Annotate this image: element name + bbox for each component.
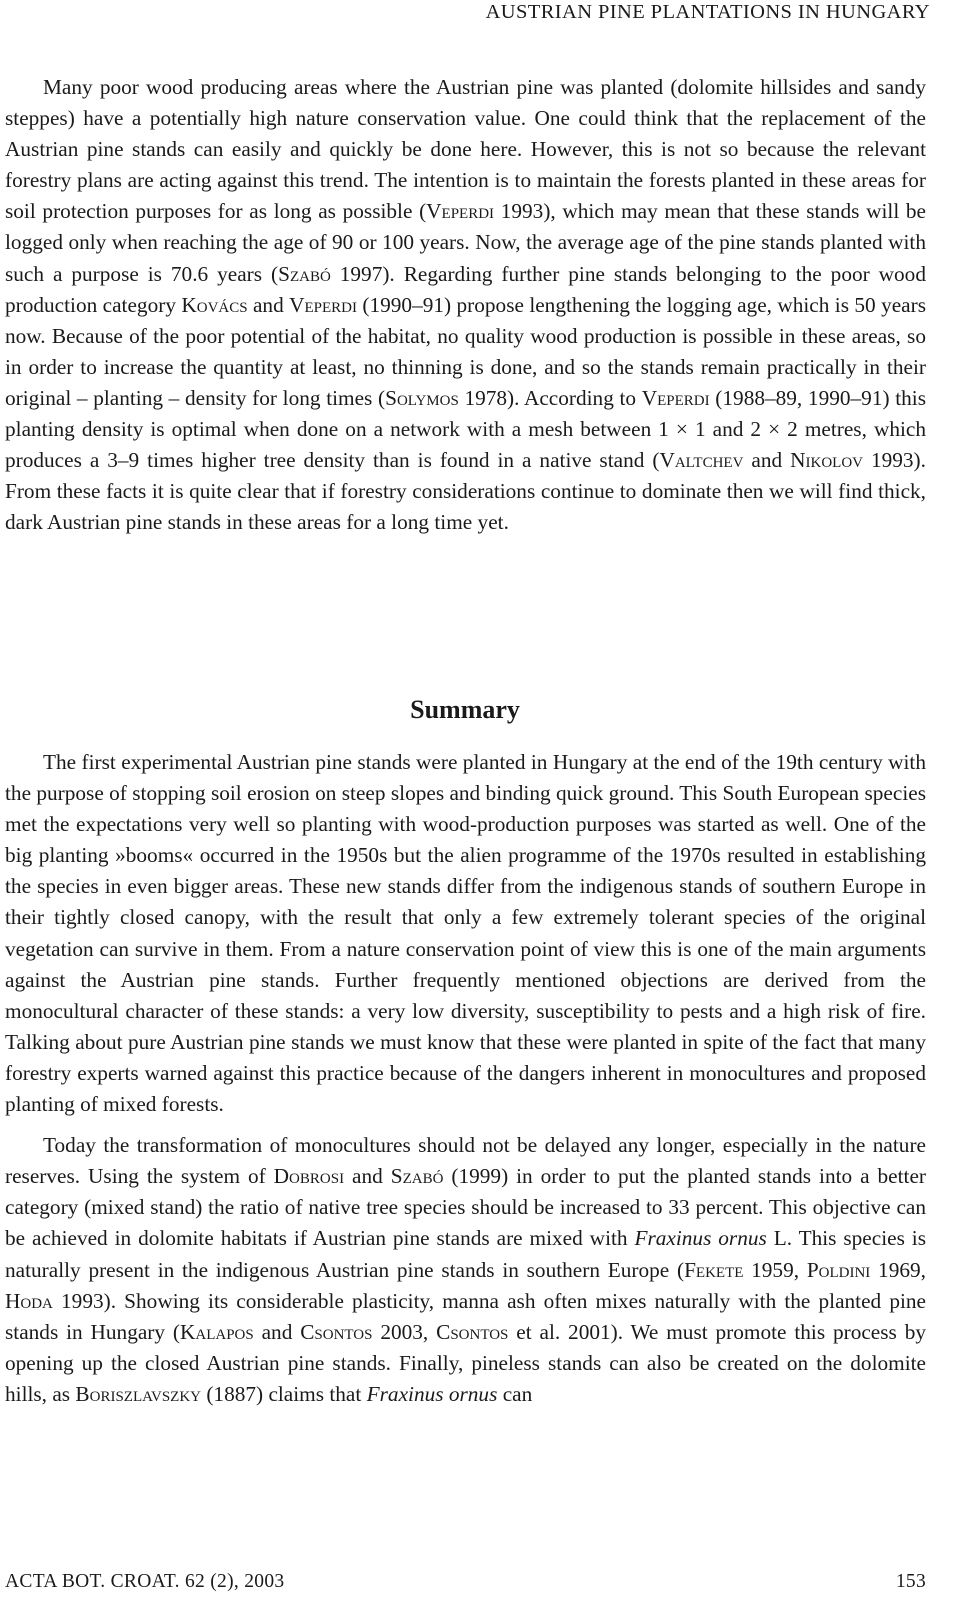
- author-citation: Boriszlavszky: [75, 1381, 202, 1406]
- author-citation: Solymos: [385, 385, 459, 410]
- text-run: and: [344, 1164, 391, 1189]
- text-run: 1993), which may mean that these stands will be logged only when reaching the age of 90 or 100 years. Now, the average age of the pine stands planted with such a purpose is 70.6 years (: [5, 199, 926, 286]
- paragraph: [5, 72, 926, 538]
- text-run: (1887) claims that: [201, 1381, 367, 1406]
- text-run: and: [743, 448, 791, 473]
- author-citation: Hoda: [5, 1288, 53, 1313]
- intro-section: [5, 72, 926, 538]
- running-head: AUSTRIAN PINE PLANTATIONS IN HUNGARY: [485, 1, 930, 23]
- author-citation: Veperdi: [641, 385, 710, 410]
- summary-section: [5, 747, 926, 1410]
- text-run: 1969,: [870, 1257, 926, 1282]
- text-run: 1997). Regarding further pine stands belonging to the poor wood production category: [5, 261, 926, 317]
- text-run: (1990–91) propose lengthening the logging age, which is 50 years now. Because of the poor potential of the habitat, no quality wood production is possible in these areas, so in order to increase the quantity at least, no thinning is done, and so the stands remain practically in their original – planting – density for long times (: [5, 292, 926, 410]
- page-number: 153: [895, 1571, 926, 1592]
- text-run: 1993). Showing its considerable plasticity, manna ash often mixes naturally with the planted pine stands in Hungary (: [5, 1288, 926, 1344]
- author-citation: Csontos: [436, 1319, 509, 1344]
- text-run: can: [497, 1381, 533, 1406]
- author-citation: Kovács: [181, 292, 248, 317]
- text-run: 2003,: [372, 1319, 437, 1344]
- author-citation: Szabó: [390, 1164, 444, 1189]
- text-run: L. This species is naturally present in the indigenous Austrian pine stands in southern Europe (: [5, 1226, 926, 1282]
- summary-heading: Summary: [410, 695, 520, 724]
- text-run: and: [253, 1319, 301, 1344]
- text-run: 1959,: [743, 1257, 807, 1282]
- text-run: 1993). From these facts it is quite clear that if forestry considerations continue to dominate then we will find thick, dark Austrian pine stands in these areas for a long time yet.: [5, 448, 926, 535]
- text-run: et al. 2001). We must promote this process by opening up the closed Austrian pine stands. Finally, pineless stands can also be created on the dolomite hills, as: [5, 1319, 926, 1406]
- species-name: Fraxinus ornus: [634, 1226, 767, 1251]
- author-citation: Kalapos: [180, 1319, 254, 1344]
- author-citation: Veperdi: [289, 292, 358, 317]
- author-citation: Dobrosi: [273, 1164, 345, 1189]
- author-citation: Fekete: [684, 1257, 744, 1282]
- paragraph: [5, 1130, 926, 1410]
- text-run: and: [247, 292, 290, 317]
- author-citation: Poldini: [806, 1257, 871, 1282]
- paragraph: The first experimental Austrian pine stands were planted in Hungary at the end of the 19th century with the purpose of stopping soil erosion on steep slopes and binding quick ground. This South European species met the expectations very well so planting with wood-production purposes was started as well. One of the big planting »booms« occurred in the 1950s but the alien programme of the 1970s resulted in establishing the species in even bigger areas. These new stands differ from the indigenous stands of southern Europe in their tightly closed canopy, with the result that only a few extremely tolerant species of the original vegetation can survive in them. From a nature conservation point of view this is one of the main arguments against the Austrian pine stands. Further frequently mentioned objections are derived from the monocultural character of these stands: a very low diversity, susceptibility to pests and a high risk of fire. Talking about pure Austrian pine stands we must know that these were planted in spite of the fact that many forestry experts warned against this practice because of the dangers inherent in monocultures and proposed planting of mixed forests.: [5, 750, 926, 1117]
- author-citation: Szabó: [278, 261, 331, 286]
- text-run: (1999) in order to put the planted stands into a better category (mixed stand) the ratio of native tree species should be increased to 33 percent. This objective can be achieved in dolomite habitats if Austrian pine stands are mixed with: [5, 1164, 926, 1251]
- text-run: (1988–89, 1990–91) this planting density is optimal when done on a network with a mesh between 1 × 1 and 2 × 2 metres, which produces a 3–9 times higher tree density than is found in a native stand (: [5, 385, 926, 473]
- journal-reference: ACTA BOT. CROAT. 62 (2), 2003: [5, 1571, 285, 1592]
- text-run: Many poor wood producing areas where the Austrian pine was planted (dolomite hillsides and sandy steppes) have a potentially high nature conservation value. One could think that the replacement of the Austrian pine stands can easily and quickly be done here. However, this is not so because the relevant forestry plans are acting against this trend. The intention is to maintain the forests planted in these areas for soil protection purposes for as long as possible (: [5, 75, 926, 224]
- text-run: 1978). According to: [458, 385, 642, 410]
- author-citation: Nikolov: [790, 448, 863, 473]
- author-citation: Valtchev: [659, 448, 744, 473]
- author-citation: Csontos: [300, 1319, 373, 1344]
- text-run: Today the transformation of monocultures should not be delayed any longer, especially in the nature reserves. Using the system of: [5, 1133, 926, 1189]
- species-name: Fraxinus ornus: [366, 1381, 498, 1406]
- author-citation: Veperdi: [426, 199, 495, 224]
